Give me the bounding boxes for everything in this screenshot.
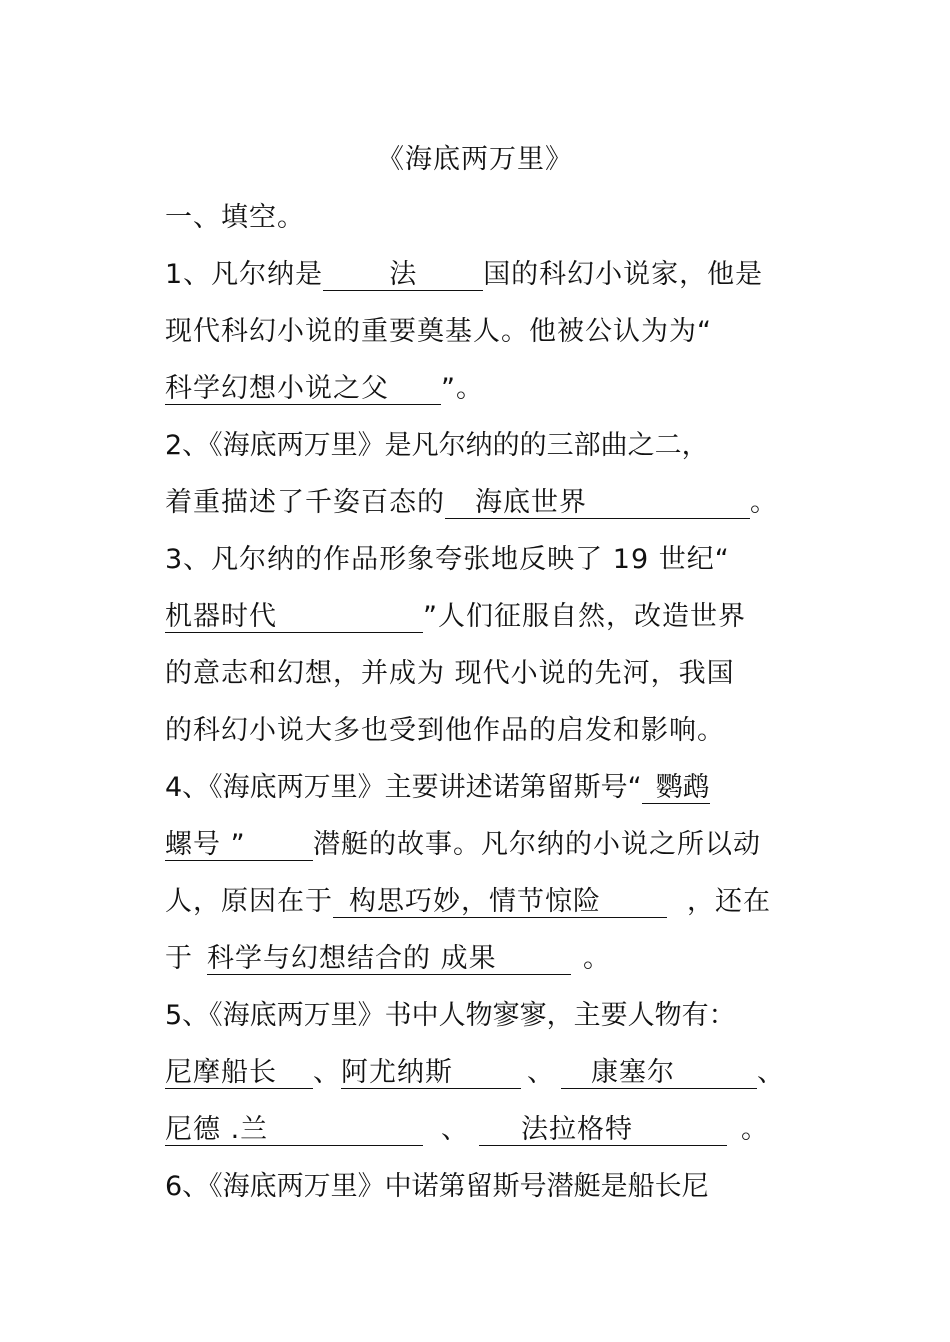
worksheet-body [165, 189, 805, 1215]
q2-answer-blank: 海底世界 [445, 488, 750, 519]
q4-answer-1-blank-part2: 螺号 ” [165, 830, 313, 861]
q4-line-4-suffix: 。 [583, 943, 611, 974]
q5-line-2 [165, 1044, 805, 1101]
q5-name-4-blank: 尼德 .兰 [165, 1115, 423, 1146]
q2-line-1-text: 2、《海底两万里》是凡尔纳的的三部曲之二， [165, 430, 709, 461]
q4-answer-3-blank: 科学与幻想结合的 成果 [207, 944, 571, 975]
q1-middle: 国的科幻小说家，他是 [483, 259, 764, 290]
q4-prefix: 4、《海底两万里》主要讲述诺第留斯号“ [165, 772, 642, 803]
q1-prefix: 1、凡尔纳是 [165, 259, 324, 290]
q2-prefix: 着重描述了千姿百态的 [165, 487, 445, 518]
q3-line-2-suffix: ”人们征服自然，改造世界 [423, 601, 746, 632]
q1-line-2 [165, 303, 805, 360]
q5-sep-4: 、 [441, 1114, 469, 1145]
q5-line-3 [165, 1101, 805, 1158]
q6-line-1-text: 6、《海底两万里》中诺第留斯号潜艇是船长尼 [165, 1171, 709, 1202]
q4-line-3 [165, 873, 805, 930]
q4-line-3-suffix: ，还在 [687, 886, 771, 917]
q4-answer-2-blank: 构思巧妙，情节惊险 [333, 887, 667, 918]
q4-line-1 [165, 759, 805, 816]
q4-line-4 [165, 930, 805, 987]
q4-line-3-prefix: 人，原因在于 [165, 886, 333, 917]
q3-line-1-text: 3、凡尔纳的作品形象夸张地反映了 19 世纪“ [165, 544, 730, 575]
q2-suffix: 。 [750, 487, 778, 518]
q2-line-1 [165, 417, 805, 474]
q4-line-2 [165, 816, 805, 873]
q5-name-1-blank: 尼摩船长 [165, 1058, 313, 1089]
q3-answer-blank: 机器时代 [165, 602, 423, 633]
q5-name-2-blank: 阿尤纳斯 [341, 1058, 521, 1089]
q3-line-3-text: 的意志和幻想，并成为 现代小说的先河，我国 [165, 658, 735, 689]
q3-line-4-text: 的科幻小说大多也受到他作品的启发和影响。 [165, 715, 725, 746]
q1-line-2-text: 现代科幻小说的重要奠基人。他被公认为为“ [165, 316, 712, 347]
q1-answer-2-blank: 科学幻想小说之父 [165, 374, 441, 405]
q5-name-3-blank: 康塞尔 [561, 1058, 757, 1089]
q1-line-3 [165, 360, 805, 417]
q5-name-5-blank: 法拉格特 [479, 1115, 727, 1146]
q4-middle: 潜艇的故事。凡尔纳的小说之所以动 [313, 829, 761, 860]
q4-answer-1-blank-part1: 鹦鹉 [642, 773, 710, 804]
q5-sep-2: 、 [527, 1057, 555, 1088]
q3-line-2 [165, 588, 805, 645]
q1-line-1 [165, 246, 805, 303]
q5-line-1-text: 5、《海底两万里》书中人物寥寥，主要人物有： [165, 1000, 736, 1031]
section-heading-text: 一、填空。 [165, 202, 305, 233]
q3-line-3 [165, 645, 805, 702]
q5-line-1 [165, 987, 805, 1044]
q6-line-1 [165, 1158, 805, 1215]
q4-line-4-prefix: 于 [165, 943, 193, 974]
q2-line-2 [165, 474, 805, 531]
q5-end: 。 [741, 1114, 769, 1145]
q5-sep-1: 、 [313, 1057, 341, 1088]
section-heading [165, 189, 805, 246]
q3-line-4 [165, 702, 805, 759]
q3-line-1 [165, 531, 805, 588]
document-title: 《海底两万里》 [377, 144, 573, 175]
q1-answer-1-blank: 法 [323, 260, 483, 291]
q5-sep-3: 、 [757, 1057, 785, 1088]
q1-suffix: ”。 [441, 373, 484, 404]
